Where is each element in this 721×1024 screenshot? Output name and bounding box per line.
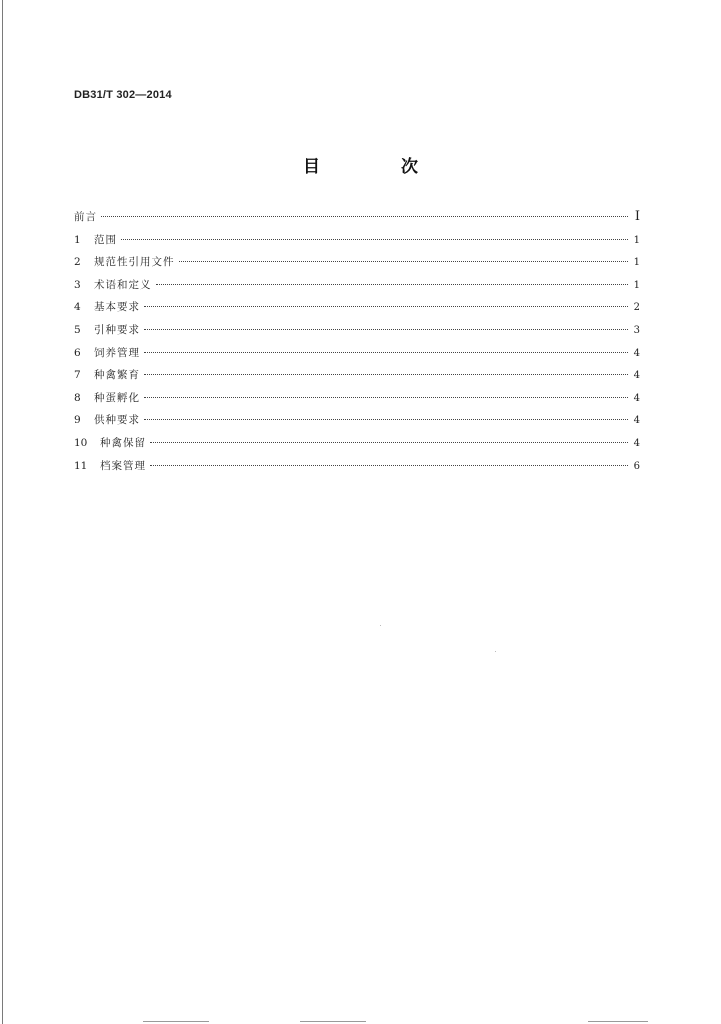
toc-entry-page: 1 — [633, 279, 640, 291]
toc-title: 目 次 — [303, 157, 450, 177]
toc-entry-number: 6 — [74, 346, 81, 359]
toc-entry-4[interactable] — [74, 299, 640, 322]
scan-artifact — [143, 1021, 209, 1022]
toc-entry-page: 4 — [633, 370, 640, 382]
toc-entry-number: 8 — [74, 391, 81, 404]
toc-entry-page: 2 — [633, 302, 640, 314]
toc-entry-number: 4 — [74, 301, 81, 314]
toc-entry-10[interactable] — [74, 435, 640, 458]
toc-entry-page: 4 — [633, 437, 640, 449]
toc-entry-label: 前言 — [74, 211, 97, 223]
toc-entry-8[interactable] — [74, 390, 640, 413]
toc-entry-label: 档案管理 — [100, 459, 146, 472]
toc-entry-11[interactable] — [74, 458, 640, 481]
dot-leader — [150, 465, 628, 466]
toc-entry-label: 供种要求 — [94, 414, 140, 427]
toc-entry-page: 1 — [633, 257, 640, 269]
toc-entry-9[interactable] — [74, 412, 640, 435]
dot-leader — [179, 261, 629, 262]
dot-leader — [144, 329, 628, 330]
toc-entry-page: I — [634, 209, 640, 224]
toc-entry-label: 种禽繁育 — [94, 369, 140, 382]
toc-entry-label: 引种要求 — [94, 323, 140, 336]
toc-entry-number: 3 — [74, 278, 81, 291]
scan-artifact — [300, 1021, 366, 1022]
toc-entry-page: 4 — [633, 392, 640, 404]
dot-leader — [150, 442, 628, 443]
toc-entry-5[interactable] — [74, 322, 640, 345]
toc-entry-label: 饲养管理 — [94, 346, 140, 359]
dot-leader — [144, 352, 628, 353]
table-of-contents — [74, 209, 640, 480]
toc-entry-label: 范围 — [94, 233, 117, 246]
toc-entry-page: 4 — [633, 347, 640, 359]
toc-entry-label: 术语和定义 — [94, 278, 152, 291]
toc-entry-page: 1 — [633, 234, 640, 246]
scan-artifact — [588, 1021, 648, 1022]
toc-entry-number: 9 — [74, 414, 81, 427]
toc-entry-number: 1 — [74, 233, 81, 246]
dot-leader — [144, 419, 628, 420]
scan-artifact — [380, 625, 381, 626]
toc-entry-2[interactable] — [74, 254, 640, 277]
toc-entry-label: 规范性引用文件 — [94, 256, 175, 269]
toc-entry-number: 2 — [74, 256, 81, 269]
dot-leader — [156, 284, 629, 285]
scan-artifact — [495, 651, 496, 652]
toc-entry-number: 7 — [74, 369, 81, 382]
dot-leader — [144, 374, 628, 375]
toc-entry-page: 4 — [633, 415, 640, 427]
dot-leader — [144, 397, 628, 398]
dot-leader — [101, 216, 628, 217]
toc-entry-page: 3 — [633, 324, 640, 336]
toc-entry-number: 5 — [74, 323, 81, 336]
standard-code: DB31/T 302—2014 — [74, 89, 172, 101]
toc-entry-page: 6 — [633, 460, 640, 472]
toc-entry-number: 10 — [74, 436, 88, 449]
toc-entry-label: 种蛋孵化 — [94, 391, 140, 404]
toc-entry-label: 基本要求 — [94, 301, 140, 314]
toc-entry-number: 11 — [74, 459, 88, 472]
toc-entry-label: 种禽保留 — [100, 436, 146, 449]
toc-entry-6[interactable] — [74, 345, 640, 368]
dot-leader — [144, 306, 628, 307]
dot-leader — [121, 239, 628, 240]
toc-entry-3[interactable] — [74, 277, 640, 300]
toc-entry-1[interactable] — [74, 232, 640, 255]
toc-entry-7[interactable] — [74, 367, 640, 390]
toc-entry-foreword[interactable] — [74, 209, 640, 232]
